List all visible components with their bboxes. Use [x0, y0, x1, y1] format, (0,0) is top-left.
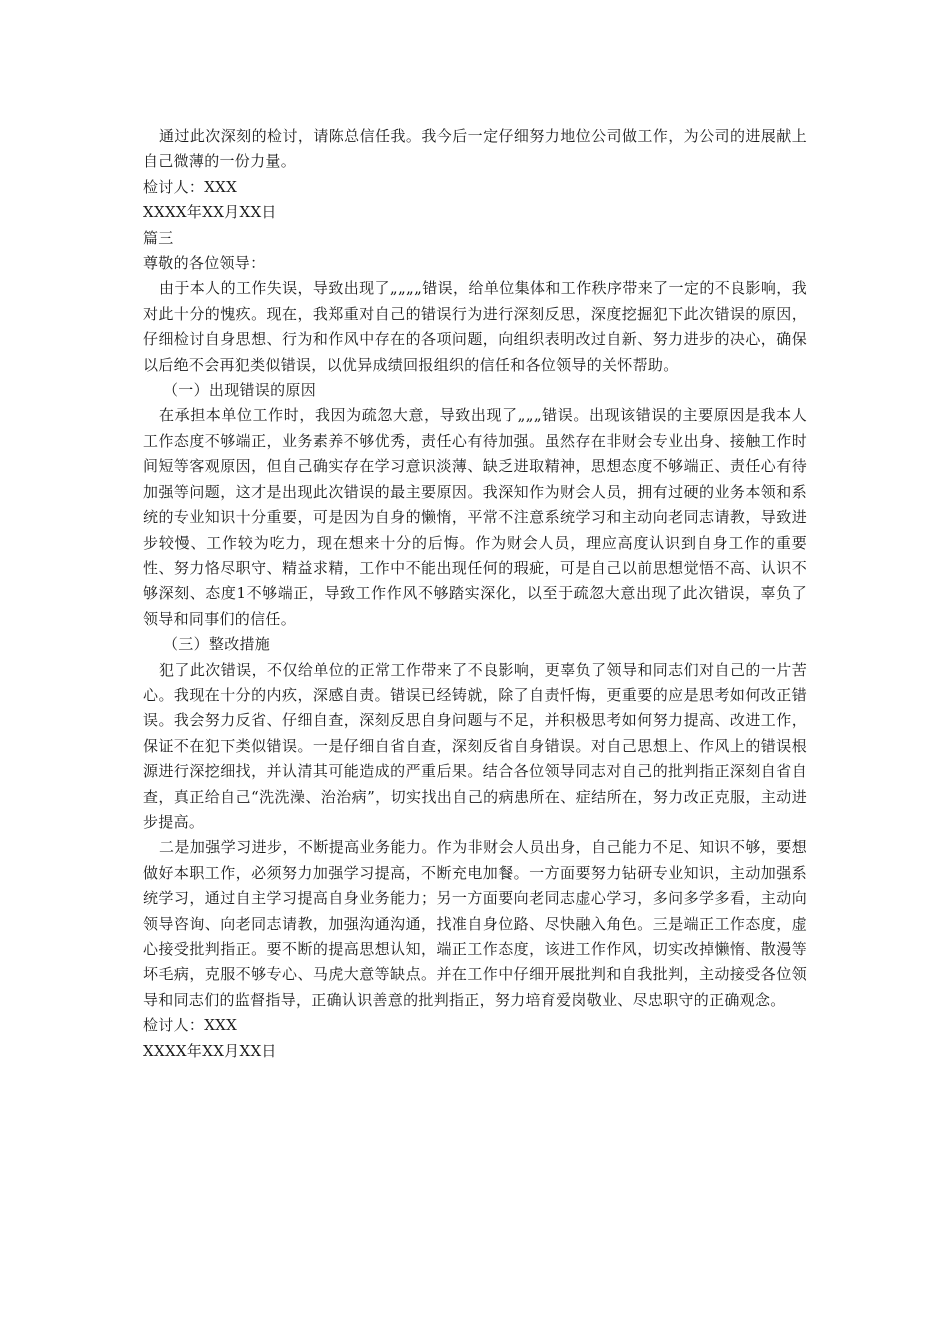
measures-paragraph-2: 二是加强学习进步，不断提高业务能力。作为非财会人员出身，自己能力不足、知识不够，要想做好本职工作，必须努力加强学习提高，不断充电加餐。一方面要努力钻研专业知识，主动加强系统学习，通过自主学习提高自身业务能力；另一方面要向老同志虚心学习，多问多学多看，主动向领导咨询、向老同志请教，加强沟通沟通，找准自身位路、尽快融入角色。三是端正工作态度，虚心接受批判指正。要不断的提高思想认知，端正工作态度，该进工作作风，切实改掉懒惰、散漫等坏毛病，克服不够专心、马虎大意等缺点。并在工作中仔细开展批判和自我批判，主动接受各位领导和同志们的监督指导，正确认识善意的批判指正，努力培育爱岗敬业、尽忠职守的正确观念。 [143, 838, 807, 1009]
subheading-measures: （三）整改措施 [163, 635, 271, 654]
subheading-causes: （一）出现错误的原因 [163, 381, 317, 400]
intro-paragraph: 由于本人的工作失误，导致出现了„„„„错误，给单位集体和工作秩序带来了一定的不良影响，我对此十分的愧疚。现在，我郑重对自己的错误行为进行深刻反思，深度挖掘犯下此次错误的原因，仔细检讨自身思想、行为和作风中存在的各项问题，向组织表明改过自新、努力进步的决心，确保以后绝不会再犯类似错误，以优异成绩回报组织的信任和各位领导的关怀帮助。 [143, 279, 807, 374]
closing-paragraph: 通过此次深刻的检讨，请陈总信任我。我今后一定仔细努力地位公司做工作，为公司的进展献上自己微薄的一份力量。 [143, 127, 807, 171]
causes-paragraph: 在承担本单位工作时，我因为疏忽大意，导致出现了„„„错误。出现该错误的主要原因是我本人工作态度不够端正，业务素养不够优秀，责任心有待加强。虽然存在非财会专业出身、接触工作时间短等客观原因，但自己确实存在学习意识淡薄、缺乏进取精神，思想态度不够端正、责任心有待加强等问题，这才是出现此次错误的最主要原因。我深知作为财会人员，拥有过硬的业务本领和系统的专业知识十分重要，可是因为自身的懒惰，平常不注意系统学习和主动向老同志请教，导致进步较慢、工作较为吃力，现在想来十分的后悔。作为财会人员，理应高度认识到自身工作的重要性、努力恪尽职守、精益求精，工作中不能出现任何的瑕疵，可是自己以前思想觉悟不高、认识不够深刻、态度1不够端正，导致工作作风不够踏实深化，以至于疏忽大意出现了此次错误，辜负了领导和同事们的信任。 [143, 406, 807, 628]
date-line: XXXX年XX月XX日 [143, 203, 277, 222]
date-line-2: XXXX年XX月XX日 [143, 1041, 277, 1060]
reviewer-signature-2: 检讨人：XXX [143, 1016, 238, 1035]
section-heading: 篇三 [143, 228, 174, 247]
reviewer-signature: 检讨人：XXX [143, 177, 238, 196]
document-body [143, 124, 807, 1064]
salutation: 尊敬的各位领导： [143, 254, 266, 273]
measures-paragraph-1: 犯了此次错误，不仅给单位的正常工作带来了不良影响，更辜负了领导和同志们对自己的一片苦心。我现在十分的内疚，深感自责。错误已经铸就，除了自责忏悔，更重要的应是思考如何改正错误。我会努力反省、仔细自查，深刻反思自身问题与不足，并积极思考如何努力提高、改进工作，保证不在犯下类似错误。一是仔细自省自查，深刻反省自身错误。对自己思想上、作风上的错误根源进行深挖细找，并认清其可能造成的严重后果。结合各位领导同志对自己的批判指正深刻自省自查，真正给自己“洗洗澡、治治病”，切实找出自己的病患所在、症结所在，努力改正克服，主动进步提高。 [143, 660, 807, 831]
